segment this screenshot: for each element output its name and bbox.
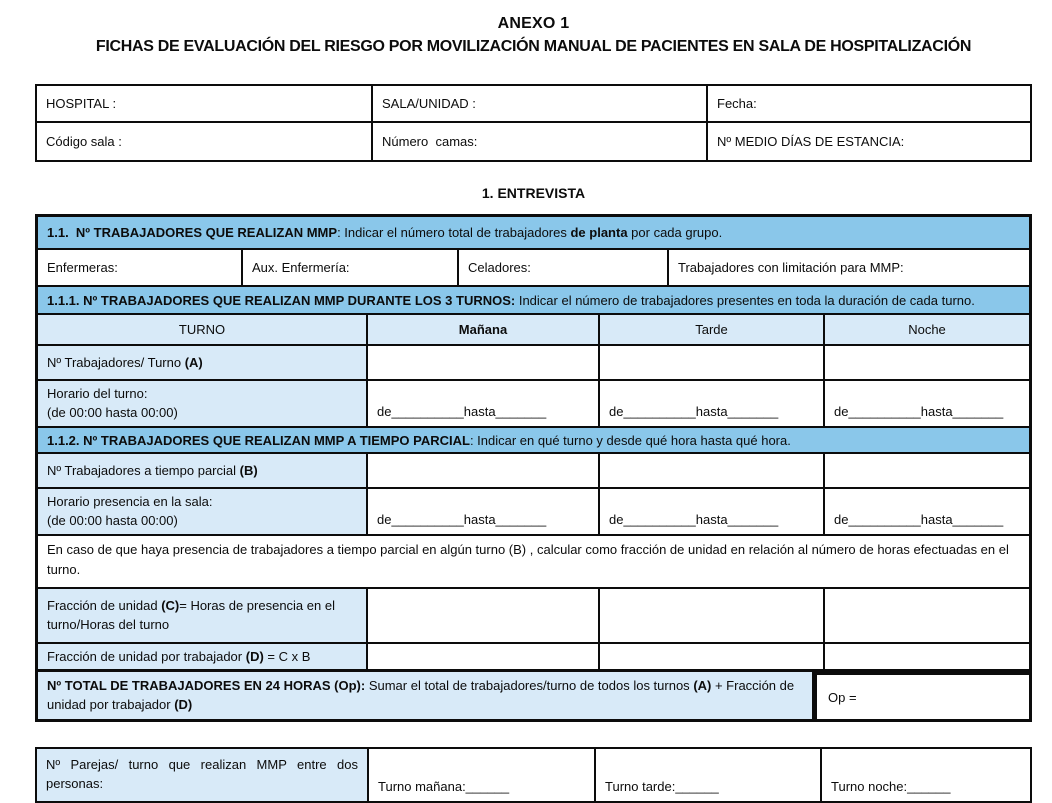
parejas-tarde-cell	[596, 749, 822, 801]
total-trabajadores-row	[38, 672, 1029, 719]
horario-sala-manana-cell	[368, 489, 600, 534]
fraccion-unidad-formula: = Horas de presencia en el turno/Horas del turno	[47, 598, 339, 632]
noche-column-header	[825, 315, 1029, 344]
sala-unidad-label: SALA/UNIDAD :	[382, 96, 476, 111]
noche-label: Noche	[908, 322, 946, 337]
fraccion-unidad-manana-cell	[368, 589, 600, 642]
codigo-sala-label: Código sala :	[46, 134, 122, 149]
celadores-field	[459, 250, 669, 285]
trabajadores-parcial-b: (B)	[239, 463, 258, 478]
sala-unidad-field	[373, 86, 708, 121]
numero-camas-field	[373, 123, 708, 160]
fraccion-nota-text: En caso de que haya presencia de trabajadores a tiempo parcial en algún turno (B) , calcular como fracción de unidad en relación al número de horas efectuadas en el turno.	[47, 542, 1013, 578]
turno-label: TURNO	[178, 322, 226, 337]
fraccion-trabajador-label: Fracción de unidad por trabajador	[47, 649, 246, 664]
fraccion-trabajador-tarde-cell	[600, 644, 825, 669]
trabajadores-parcial-manana-cell	[368, 454, 600, 487]
total-trabajadores-plus: + Fracción de unidad por trabajador	[47, 678, 798, 712]
section-1-1-number: 1.1. Nº TRABAJADORES QUE REALIZAN MMP	[47, 225, 338, 240]
fraccion-unidad-tarde-cell	[600, 589, 825, 642]
turno-header-row	[38, 315, 1029, 346]
horario-turno-row	[38, 381, 1029, 428]
limitacion-mmp-label: Trabajadores con limitación para MMP:	[678, 260, 904, 275]
fraccion-trabajador-manana-cell	[368, 644, 600, 669]
op-label: Op =	[828, 689, 857, 705]
entrevista-table	[35, 214, 1032, 722]
celadores-label: Celadores:	[468, 260, 531, 275]
op-result-cell	[814, 672, 1029, 719]
manana-column-header	[368, 315, 600, 344]
total-trabajadores-d: (D)	[174, 696, 193, 712]
de-hasta-blank: de__________hasta_______	[609, 404, 779, 419]
horario-turno-noche-cell	[825, 381, 1029, 426]
section-1-1-2-number: 1.1.2. Nº TRABAJADORES QUE REALIZAN MMP A TIEMPO PARCIAL	[47, 432, 470, 448]
worker-groups-row	[38, 250, 1029, 287]
tarde-column-header	[600, 315, 825, 344]
trabajadores-turno-row	[38, 346, 1029, 381]
header-info-table	[35, 84, 1032, 162]
horario-turno-format: (de 00:00 hasta 00:00)	[47, 404, 178, 420]
fraccion-unidad-c: (C)	[161, 598, 180, 614]
parejas-noche-cell	[822, 749, 1030, 801]
fecha-label: Fecha:	[717, 96, 757, 111]
section-1-1-1-number: 1.1.1. Nº TRABAJADORES QUE REALIZAN MMP DURANTE LOS 3 TURNOS:	[47, 292, 516, 308]
total-trabajadores-title: Nº TOTAL DE TRABAJADORES EN 24 HORAS (Op):	[47, 678, 366, 694]
dias-estancia-label: Nº MEDIO DÍAS DE ESTANCIA:	[717, 134, 905, 149]
horario-sala-label-cell	[38, 489, 368, 534]
horario-sala-format: (de 00:00 hasta 00:00)	[47, 512, 178, 528]
turno-column-header	[38, 315, 368, 344]
dias-estancia-field	[708, 123, 1030, 160]
section-title-entrevista: 1. ENTREVISTA	[481, 185, 586, 201]
trabajadores-turno-label-cell	[38, 346, 368, 379]
numero-camas-label: Número camas:	[382, 134, 478, 149]
de-hasta-blank: de__________hasta_______	[377, 404, 547, 419]
info-row-2	[37, 123, 1030, 160]
turno-noche-blank: Turno noche:______	[831, 779, 951, 794]
fraccion-unidad-label-cell	[38, 589, 368, 642]
de-hasta-blank: de__________hasta_______	[377, 512, 547, 527]
trabajadores-parcial-row	[38, 454, 1029, 489]
horario-sala-label: Horario presencia en la sala:	[47, 494, 213, 510]
page-subtitle: FICHAS DE EVALUACIÓN DEL RIESGO POR MOVILIZACIÓN MANUAL DE PACIENTES EN SALA DE HOSPITALIZACIÓN	[95, 38, 972, 55]
fraccion-trabajador-formula: = C x B	[263, 649, 311, 664]
turno-manana-blank: Turno mañana:______	[378, 779, 510, 794]
info-row-1	[37, 86, 1030, 123]
fecha-field	[708, 86, 1030, 121]
form-page	[35, 0, 1032, 803]
trabajadores-parcial-tarde-cell	[600, 454, 825, 487]
section-1-1-1-header	[38, 287, 1029, 315]
trabajadores-parcial-noche-cell	[825, 454, 1029, 487]
tarde-label: Tarde	[695, 322, 728, 337]
horario-turno-tarde-cell	[600, 381, 825, 426]
horario-turno-manana-cell	[368, 381, 600, 426]
total-trabajadores-instruction: Sumar el total de trabajadores/turno de todos los turnos	[365, 678, 694, 694]
parejas-table	[35, 747, 1032, 803]
total-trabajadores-a: (A)	[693, 678, 712, 694]
section-1-1-2-header	[38, 428, 1029, 454]
trabajadores-turno-tarde-cell	[600, 346, 825, 379]
fraccion-trabajador-label-cell	[38, 644, 368, 669]
de-hasta-blank: de__________hasta_______	[834, 512, 1004, 527]
fraccion-trabajador-row	[38, 644, 1029, 672]
parejas-label: Nº Parejas/ turno que realizan MMP entre dos personas:	[46, 757, 362, 791]
section-1-1-instruction-end: por cada grupo.	[627, 225, 723, 240]
section-1-1-de-planta: de planta	[570, 225, 628, 240]
trabajadores-turno-noche-cell	[825, 346, 1029, 379]
horario-sala-noche-cell	[825, 489, 1029, 534]
aux-enfermeria-field	[243, 250, 459, 285]
trabajadores-turno-manana-cell	[368, 346, 600, 379]
parejas-manana-cell	[369, 749, 596, 801]
trabajadores-parcial-label: Nº Trabajadores a tiempo parcial	[47, 463, 240, 478]
trabajadores-turno-label: Nº Trabajadores/ Turno	[47, 355, 185, 370]
horario-sala-row	[38, 489, 1029, 536]
section-1-1-1-instruction: Indicar el número de trabajadores presentes en toda la duración de cada turno.	[515, 292, 975, 308]
section-1-1-1-text	[38, 287, 1029, 313]
horario-turno-label: Horario del turno:	[47, 386, 148, 402]
fraccion-trabajador-noche-cell	[825, 644, 1029, 669]
codigo-sala-field	[37, 123, 373, 160]
section-1-1-2-text	[38, 428, 1029, 452]
section-1-1-text	[38, 217, 1029, 248]
fraccion-unidad-noche-cell	[825, 589, 1029, 642]
de-hasta-blank: de__________hasta_______	[609, 512, 779, 527]
fraccion-nota-cell	[38, 536, 1029, 587]
fraccion-unidad-label: Fracción de unidad	[47, 598, 162, 614]
horario-turno-label-cell	[38, 381, 368, 426]
total-trabajadores-label-cell	[38, 672, 814, 719]
enfermeras-label: Enfermeras:	[47, 260, 118, 275]
manana-label: Mañana	[458, 322, 508, 337]
fraccion-unidad-row	[38, 589, 1029, 644]
de-hasta-blank: de__________hasta_______	[834, 404, 1004, 419]
hospital-label: HOSPITAL :	[46, 96, 117, 111]
fraccion-nota-row	[38, 536, 1029, 589]
parejas-row	[37, 749, 1030, 801]
limitacion-mmp-field	[669, 250, 1029, 285]
section-1-1-header	[38, 217, 1029, 250]
parejas-label-cell	[37, 749, 369, 801]
hospital-field	[37, 86, 373, 121]
trabajadores-parcial-label-cell	[38, 454, 368, 487]
fraccion-trabajador-d: (D)	[245, 649, 264, 664]
horario-sala-tarde-cell	[600, 489, 825, 534]
trabajadores-turno-a: (A)	[184, 355, 203, 370]
section-1-1-instruction: : Indicar el número total de trabajadores	[337, 225, 571, 240]
aux-enfermeria-label: Aux. Enfermería:	[252, 260, 350, 275]
enfermeras-field	[38, 250, 243, 285]
section-1-1-2-instruction: : Indicar en qué turno y desde qué hora hasta qué hora.	[469, 432, 791, 448]
turno-tarde-blank: Turno tarde:______	[605, 779, 719, 794]
page-title: ANEXO 1	[497, 15, 570, 32]
